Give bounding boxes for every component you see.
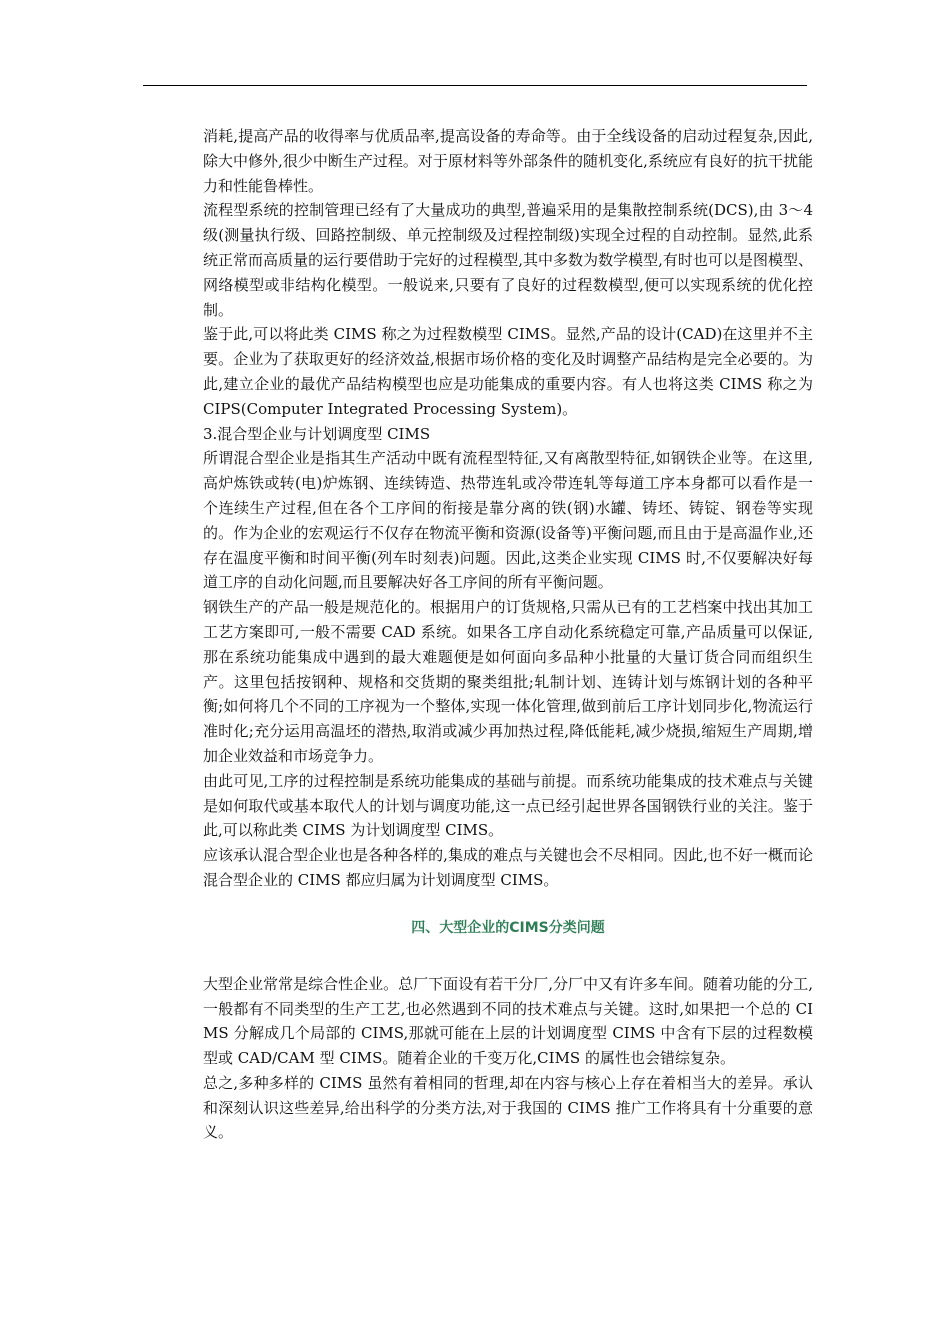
heading-spacer xyxy=(203,963,813,972)
paragraph-dcs-control: 流程型系统的控制管理已经有了大量成功的典型,普遍采用的是集散控制系统(DCS),由 3～4 级(测量执行级、回路控制级、单元控制级及过程控制级)实现全过程的自动控制。显然,此系统正常而高质量的运行要借助于完好的过程模型,其中多数为数学模型,有时也可以是图模型、网络模型或非结构化模型。一般说来,只要有了良好的过程数模型,便可以实现系统的优化控制。 xyxy=(203,201,813,319)
section-heading: 四、大型企业的CIMS分类问题 xyxy=(411,919,605,936)
paragraph-process-control-basis: 由此可见,工序的过程控制是系统功能集成的基础与前提。而系统功能集成的技术难点与关键是如何取代或基本取代人的计划与调度功能,这一点已经引起世界各国钢铁行业的关注。鉴于此,可以称此类 CIMS 为计划调度型 CIMS。 xyxy=(203,771,813,840)
document-body xyxy=(203,124,813,1145)
paragraph-steel-production: 钢铁生产的产品一般是规范化的。根据用户的订货规格,只需从已有的工艺档案中找出其加工工艺方案即可,一般不需要 CAD 系统。如果各工序自动化系统稳定可靠,产品质量可以保证,那在系统功能集成中遇到的最大难题便是如何面向多品种小批量的大量订货合同而组织生产。这里包括按钢种、规格和交货期的聚类组批;轧制计划、连铸计划与炼钢计划的各种平衡;如何将几个不同的工序视为一个整体,实现一体化管理,做到前后工序计划同步化,物流运行准时化;充分运用高温坯的潜热,取消或减少再加热过程,降低能耗,减少烧损,缩短生产周期,增加企业效益和市场竞争力。 xyxy=(203,598,813,765)
subheading-mixed-enterprise: 3.混合型企业与计划调度型 CIMS xyxy=(203,424,431,443)
paragraph-mixed-enterprise: 所谓混合型企业是指其生产活动中既有流程型特征,又有离散型特征,如钢铁企业等。在这里,高炉炼铁或转(电)炉炼钢、连续铸造、热带连轧或冷带连轧等每道工序本身都可以看作是一个连续生产过程,但在各个工序间的衔接是靠分离的铁(钢)水罐、铸坯、铸锭、钢卷等实现的。作为企业的宏观运行不仅存在物流平衡和资源(设备等)平衡问题,而且由于是高温作业,还存在温度平衡和时间平衡(列车时刻表)问题。因此,这类企业实现 CIMS 时,不仅要解决好每道工序的自动化问题,而且要解决好各工序间的所有平衡问题。 xyxy=(203,449,813,592)
paragraph-process-model-cims: 鉴于此,可以将此类 CIMS 称之为过程数模型 CIMS。显然,产品的设计(CAD)在这里并不主要。企业为了获取更好的经济效益,根据市场价格的变化及时调整产品结构是完全必要的。为此,建立企业的最优产品结构模型也应是功能集成的重要内容。有人也将这类 CIMS 称之为 CIPS(Computer Integrated Processing System)。 xyxy=(203,325,813,418)
paragraph-consumption: 消耗,提高产品的收得率与优质品率,提高设备的寿命等。由于全线设备的启动过程复杂,因此,除大中修外,很少中断生产过程。对于原材料等外部条件的随机变化,系统应有良好的抗干扰能力和性能鲁棒性。 xyxy=(203,127,813,195)
paragraph-mixed-variety: 应该承认混合型企业也是各种各样的,集成的难点与关键也会不尽相同。因此,也不好一概而论混合型企业的 CIMS 都应归属为计划调度型 CIMS。 xyxy=(203,846,813,889)
paragraph-conclusion: 总之,多种多样的 CIMS 虽然有着相同的哲理,却在内容与核心上存在着相当大的差异。承认和深刻认识这些差异,给出科学的分类方法,对于我国的 CIMS 推广工作将具有十分重要的意义。 xyxy=(203,1073,813,1142)
header-rule xyxy=(143,85,807,86)
paragraph-large-enterprise: 大型企业常常是综合性企业。总厂下面设有若干分厂,分厂中又有许多车间。随着功能的分工,一般都有不同类型的生产工艺,也必然遇到不同的技术难点与关键。这时,如果把一个总的 CIMS 分解成几个局部的 CIMS,那就可能在上层的计划调度型 CIMS 中含有下层的过程数模型或 CAD/CAM 型 CIMS。随着企业的千变万化,CIMS 的属性也会错综复杂。 xyxy=(203,974,813,1068)
